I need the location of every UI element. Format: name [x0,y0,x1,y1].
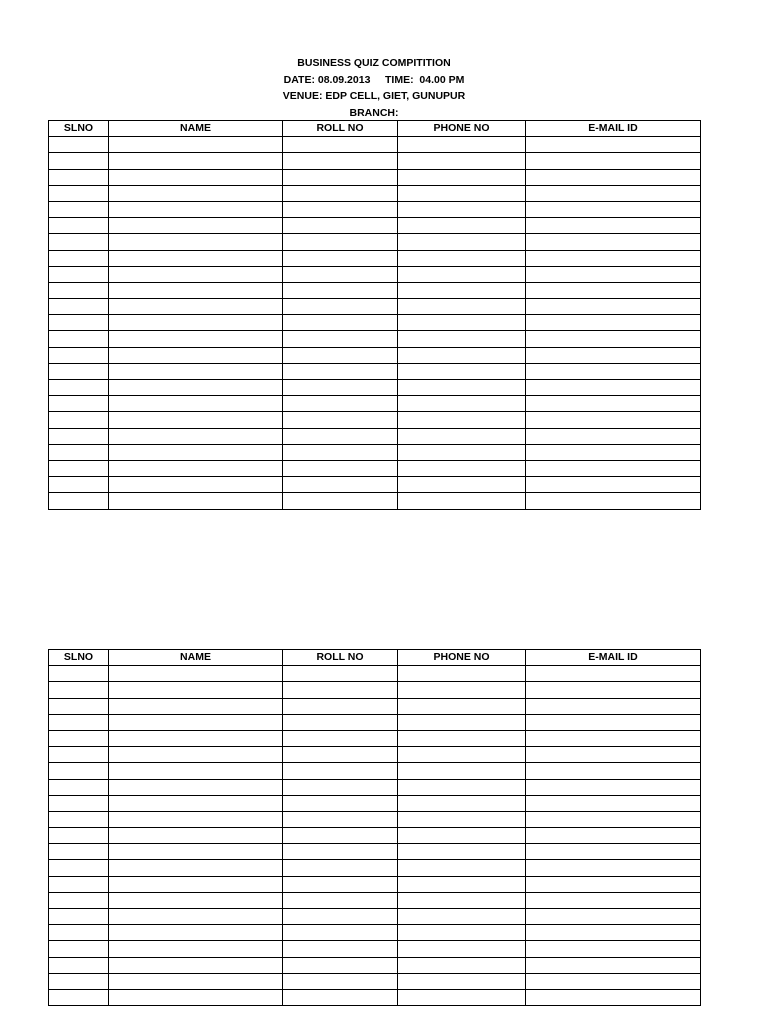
table-cell [526,266,701,282]
table-cell [109,169,283,185]
table-cell [526,682,701,698]
table-cell [49,909,109,925]
table-cell [49,925,109,941]
table-cell [526,299,701,315]
table-cell [109,299,283,315]
table-cell [398,925,526,941]
table-cell [283,396,398,412]
table-cell [283,973,398,989]
table-cell [283,380,398,396]
table-cell [526,795,701,811]
table-cell [49,137,109,153]
table-cell [526,698,701,714]
table-cell [109,844,283,860]
table-cell [49,714,109,730]
table-cell [109,941,283,957]
table-cell [109,493,283,509]
table-cell [526,876,701,892]
table-cell [398,747,526,763]
branch-line: BRANCH: [349,106,399,119]
table-row [49,844,701,860]
table-cell [526,714,701,730]
header-slno: SLNO [49,650,109,666]
header-roll-no: ROLL NO [283,121,398,137]
table-cell [398,477,526,493]
table-cell [283,747,398,763]
table-row [49,730,701,746]
table-cell [526,363,701,379]
table-cell [526,779,701,795]
table-cell [283,201,398,217]
table-cell [49,185,109,201]
table-cell [526,380,701,396]
table-cell [49,412,109,428]
table-cell [526,957,701,973]
table-cell [283,989,398,1005]
table-cell [109,396,283,412]
table-cell [109,428,283,444]
table-cell [526,201,701,217]
table-cell [49,153,109,169]
table-row [49,682,701,698]
table-cell [109,747,283,763]
table-cell [283,412,398,428]
table-cell [109,218,283,234]
table-row [49,185,701,201]
table-cell [283,137,398,153]
table-cell [526,730,701,746]
table-cell [49,844,109,860]
table-cell [109,315,283,331]
table-row [49,763,701,779]
table-cell [283,363,398,379]
table-cell [526,396,701,412]
table-cell [49,315,109,331]
table-cell [526,315,701,331]
table-cell [283,282,398,298]
table-cell [526,137,701,153]
table-cell [49,779,109,795]
table-cell [398,493,526,509]
table-cell [526,250,701,266]
table-cell [283,779,398,795]
table-cell [109,828,283,844]
table-cell [109,380,283,396]
table-cell [283,347,398,363]
venue-line: VENUE: EDP CELL, GIET, GUNUPUR [282,90,466,102]
table-cell [49,428,109,444]
table-cell [398,266,526,282]
table-cell [49,201,109,217]
table-cell [398,250,526,266]
header-roll-no: ROLL NO [283,650,398,666]
table-cell [283,169,398,185]
table-cell [109,714,283,730]
table-row [49,331,701,347]
table-cell [526,763,701,779]
table-cell [398,444,526,460]
table-cell [398,428,526,444]
registration-table-top [48,120,701,510]
table-cell [526,666,701,682]
table-cell [109,892,283,908]
table-cell [283,682,398,698]
table-cell [49,698,109,714]
table-cell [526,282,701,298]
header-name: NAME [109,121,283,137]
table-cell [109,412,283,428]
table-cell [398,730,526,746]
table-cell [49,266,109,282]
table-cell [398,347,526,363]
table-cell [283,909,398,925]
table-cell [49,363,109,379]
table-row [49,957,701,973]
table-cell [526,925,701,941]
table-cell [283,250,398,266]
table-cell [526,909,701,925]
table-cell [109,779,283,795]
table-cell [49,396,109,412]
table-row [49,201,701,217]
table-cell [283,428,398,444]
table-row [49,137,701,153]
table-cell [526,428,701,444]
header-phone-no: PHONE NO [398,121,526,137]
table-row [49,380,701,396]
table-header-row [49,650,701,666]
table-cell [109,763,283,779]
table-cell [49,460,109,476]
table-cell [283,795,398,811]
table-cell [49,876,109,892]
table-cell [49,730,109,746]
header-slno: SLNO [49,121,109,137]
table-row [49,876,701,892]
document-heading [0,55,748,121]
table-row [49,234,701,250]
table-cell [109,444,283,460]
table-cell [109,331,283,347]
table-cell [398,860,526,876]
table-cell [109,698,283,714]
table-row [49,477,701,493]
table-cell [283,460,398,476]
table-cell [109,460,283,476]
table-row [49,315,701,331]
table-row [49,779,701,795]
table-cell [49,477,109,493]
table-cell [49,828,109,844]
table-cell [526,169,701,185]
table-cell [49,380,109,396]
table-cell [109,201,283,217]
table-cell [49,763,109,779]
table-cell [109,234,283,250]
table-cell [283,957,398,973]
table-cell [398,331,526,347]
table-cell [398,844,526,860]
table-cell [526,941,701,957]
table-row [49,396,701,412]
table-cell [526,347,701,363]
table-cell [398,909,526,925]
table-row [49,892,701,908]
table-cell [398,363,526,379]
table-cell [526,153,701,169]
table-cell [283,185,398,201]
table-cell [49,347,109,363]
table-cell [109,347,283,363]
table-cell [398,811,526,827]
table-cell [526,844,701,860]
table-cell [526,860,701,876]
table-cell [49,811,109,827]
table-cell [526,444,701,460]
table-cell [398,412,526,428]
table-cell [398,169,526,185]
table-cell [283,892,398,908]
table-cell [49,747,109,763]
table-cell [283,730,398,746]
table-cell [109,876,283,892]
table-cell [49,299,109,315]
table-cell [398,185,526,201]
table-cell [49,250,109,266]
table-cell [109,957,283,973]
table-cell [283,811,398,827]
table-cell [398,460,526,476]
table-cell [398,380,526,396]
table-cell [109,989,283,1005]
table-cell [398,698,526,714]
table-cell [283,234,398,250]
table-row [49,428,701,444]
table-row [49,169,701,185]
table-row [49,460,701,476]
table-row [49,218,701,234]
table-cell [109,153,283,169]
table-row [49,347,701,363]
table-cell [109,363,283,379]
table-cell [49,234,109,250]
header-phone-no: PHONE NO [398,650,526,666]
table-row [49,795,701,811]
table-cell [109,266,283,282]
table-cell [398,282,526,298]
table-cell [398,666,526,682]
table-cell [283,218,398,234]
table-cell [398,828,526,844]
table-row [49,941,701,957]
table-cell [49,860,109,876]
table-cell [49,957,109,973]
table-cell [49,169,109,185]
table-cell [526,828,701,844]
table-cell [398,876,526,892]
table-cell [109,860,283,876]
table-cell [398,153,526,169]
table-cell [283,844,398,860]
header-email-id: E-MAIL ID [526,650,701,666]
table-cell [283,153,398,169]
table-cell [283,493,398,509]
table-cell [398,973,526,989]
table-cell [283,941,398,957]
table-cell [283,925,398,941]
table-cell [526,747,701,763]
table-row [49,909,701,925]
table-body-bottom [49,666,701,1006]
table-cell [526,185,701,201]
table-cell [49,795,109,811]
table-cell [398,989,526,1005]
table-row [49,666,701,682]
table-cell [526,460,701,476]
table-cell [398,218,526,234]
table-cell [49,989,109,1005]
table-cell [398,396,526,412]
table-row [49,266,701,282]
quiz-title: BUSINESS QUIZ COMPITITION [297,57,451,69]
table-row [49,828,701,844]
table-cell [526,218,701,234]
table-row [49,412,701,428]
table-row [49,444,701,460]
table-cell [49,282,109,298]
table-cell [526,477,701,493]
table-cell [526,989,701,1005]
table-row [49,860,701,876]
header-email-id: E-MAIL ID [526,121,701,137]
table-cell [283,698,398,714]
table-cell [109,137,283,153]
table-cell [283,714,398,730]
table-cell [283,299,398,315]
table-cell [283,266,398,282]
table-cell [398,682,526,698]
table-cell [398,779,526,795]
table-cell [109,795,283,811]
table-cell [49,218,109,234]
table-cell [398,299,526,315]
table-cell [398,957,526,973]
table-cell [283,763,398,779]
table-row [49,153,701,169]
table-cell [398,941,526,957]
table-row [49,299,701,315]
table-cell [283,666,398,682]
table-cell [49,682,109,698]
table-cell [526,331,701,347]
table-cell [109,250,283,266]
table-cell [109,666,283,682]
table-cell [526,493,701,509]
table-row [49,973,701,989]
registration-table-bottom [48,649,701,1006]
table-body-top [49,137,701,509]
table-cell [398,201,526,217]
date-time-line: DATE: 08.09.2013 TIME: 04.00 PM [283,73,465,86]
table-cell [109,282,283,298]
table-row [49,811,701,827]
table-cell [49,493,109,509]
table-row [49,698,701,714]
table-cell [109,925,283,941]
table-row [49,925,701,941]
table-cell [283,331,398,347]
table-cell [526,412,701,428]
table-row [49,493,701,509]
table-row [49,989,701,1005]
table-cell [526,973,701,989]
table-cell [398,234,526,250]
table-cell [49,973,109,989]
table-cell [49,666,109,682]
table-cell [109,477,283,493]
table-cell [109,730,283,746]
table-cell [398,315,526,331]
table-row [49,363,701,379]
table-cell [398,763,526,779]
table-row [49,714,701,730]
table-cell [109,682,283,698]
table-row [49,250,701,266]
table-cell [283,860,398,876]
table-cell [283,477,398,493]
table-cell [398,892,526,908]
table-cell [109,811,283,827]
table-cell [283,828,398,844]
table-cell [398,795,526,811]
table-cell [49,941,109,957]
table-cell [398,714,526,730]
table-cell [49,331,109,347]
table-cell [283,876,398,892]
table-cell [526,234,701,250]
table-cell [109,185,283,201]
table-row [49,747,701,763]
table-cell [49,444,109,460]
table-row [49,282,701,298]
header-name: NAME [109,650,283,666]
table-cell [283,444,398,460]
table-cell [398,137,526,153]
table-cell [49,892,109,908]
table-cell [283,315,398,331]
table-cell [109,909,283,925]
table-cell [109,973,283,989]
table-cell [526,892,701,908]
table-header-row [49,121,701,137]
table-cell [526,811,701,827]
